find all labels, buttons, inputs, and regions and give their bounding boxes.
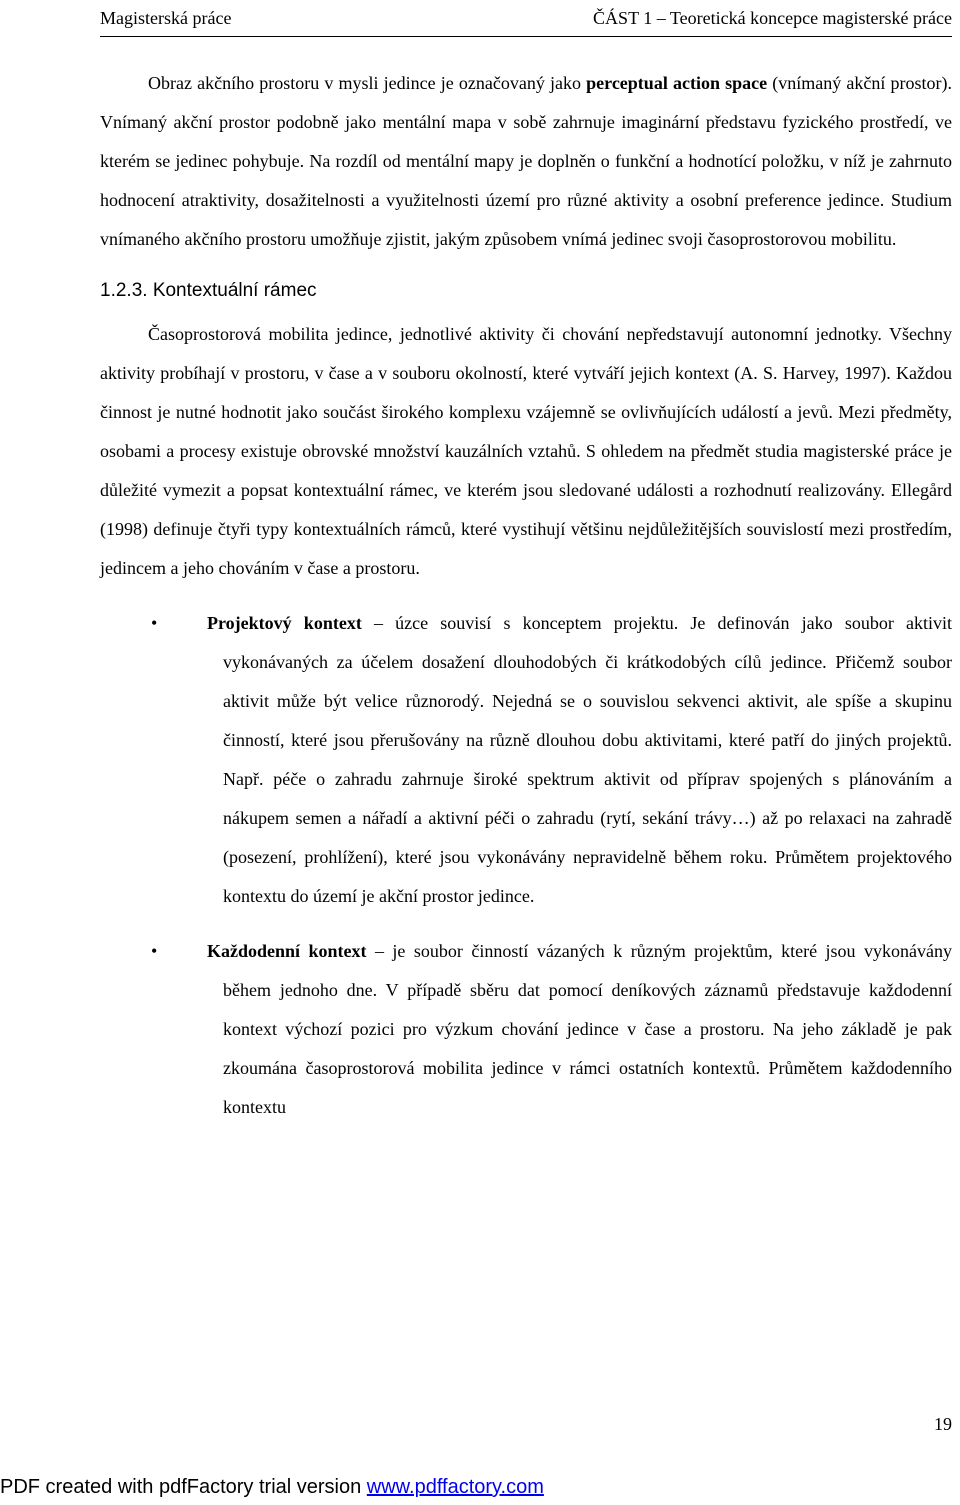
banner-text: PDF created with pdfFactory trial version <box>0 1476 367 1498</box>
bullet-glyph: • <box>151 613 158 633</box>
section-paragraph: Časoprostorová mobilita jedince, jednotlivé aktivity či chování nepředstavují autonomní jednotky. Všechny aktivity probíhají v prostoru, v čase a v souboru okolností, které vytváří jejich kontext (A. S. Harvey, 1997). Každou činnost je nutné hodnotit jako součást širokého komplexu vzájemně se ovlivňujících událostí a jevů. Mezi předměty, osobami a procesy existuje obrovské množství kauzálních vztahů. S ohledem na předmět studia magisterské práce je důležité vymezit a popsat kontextuální rámec, ve kterém jsou sledované události a rozhodnutí realizovány. Ellegård (1998) definuje čtyři typy kontextuálních rámců, které vystihují většinu nejdůležitějších souvislostí mezi prostředím, jedincem a jeho chováním v čase a prostoru. <box>100 324 952 578</box>
list-item-term: Projektový kontext <box>207 613 362 633</box>
list-item-daily-context <box>100 932 952 1127</box>
header-right-title: ČÁST 1 – Teoretická koncepce magisterské práce <box>593 8 952 28</box>
intro-text-rest: (vnímaný akční prostor). Vnímaný akční prostor podobně jako mentální mapa v sobě zahrnuje imaginární představu fyzického prostředí, ve kterém se jedinec pohybuje. Na rozdíl od mentální mapy je doplněn o funkční a hodnotící položku, v níž je zahrnuto hodnocení atraktivity, dosažitelnosti a využitelnosti území pro různé aktivity a osobní preference jedince. Studium vnímaného akčního prostoru umožňuje zjistit, jakým způsobem vnímá jedinec svoji časoprostorovou mobilitu. <box>100 73 952 249</box>
intro-paragraph <box>100 64 952 259</box>
section-heading: 1.2.3. Kontextuální rámec <box>100 280 317 301</box>
list-item-project-context <box>100 604 952 916</box>
page-body <box>100 64 952 1143</box>
intro-term: perceptual action space <box>586 73 768 93</box>
pdffactory-link[interactable]: www.pdffactory.com <box>366 1476 544 1498</box>
list-item-body <box>207 932 952 1127</box>
pdf-trial-banner <box>0 1476 544 1499</box>
list-item-term: Každodenní kontext <box>207 941 367 961</box>
page-number: 19 <box>934 1414 952 1434</box>
list-item-text: – je soubor činností vázaných k různým projektům, které jsou vykonávány během jednoho dne. V případě sběru dat pomocí deníkových záznamů představuje každodenní kontext výchozí pozici pro výzkum chování jedince v čase a prostoru. Na jeho základě je pak zkoumána časoprostorová mobilita jedince v rámci ostatních kontextů. Průmětem každodenního kontextu <box>223 941 952 1117</box>
header-left-title: Magisterská práce <box>100 8 232 28</box>
intro-text-start: Obraz akčního prostoru v mysli jedince je označovaný jako <box>148 73 587 93</box>
bullet-glyph: • <box>151 941 158 961</box>
header-rule <box>100 36 952 37</box>
list-item-text: – úzce souvisí s konceptem projektu. Je definován jako soubor aktivit vykonávaných za účelem dosažení dlouhodobých či krátkodobých cílů jedince. Přičemž soubor aktivit může být velice různorodý. Nejedná se o souvislou sekvenci aktivit, ale spíše a skupinu činností, které jsou přerušovány na různě dlouhou dobu aktivitami, které patří do jiných projektů. Např. péče o zahradu zahrnuje široké spektrum aktivit od příprav spojených s plánováním a nákupem semen a nářadí a aktivní péči o zahradu (rytí, sekání trávy…) až po relaxaci na zahradě (posezení, prohlížení), které jsou vykonávány nepravidelně během roku. Průmětem projektového kontextu do území je akční prostor jedince. <box>223 613 952 906</box>
context-list <box>100 604 952 1127</box>
running-header <box>100 6 952 30</box>
list-item-body <box>207 604 952 916</box>
